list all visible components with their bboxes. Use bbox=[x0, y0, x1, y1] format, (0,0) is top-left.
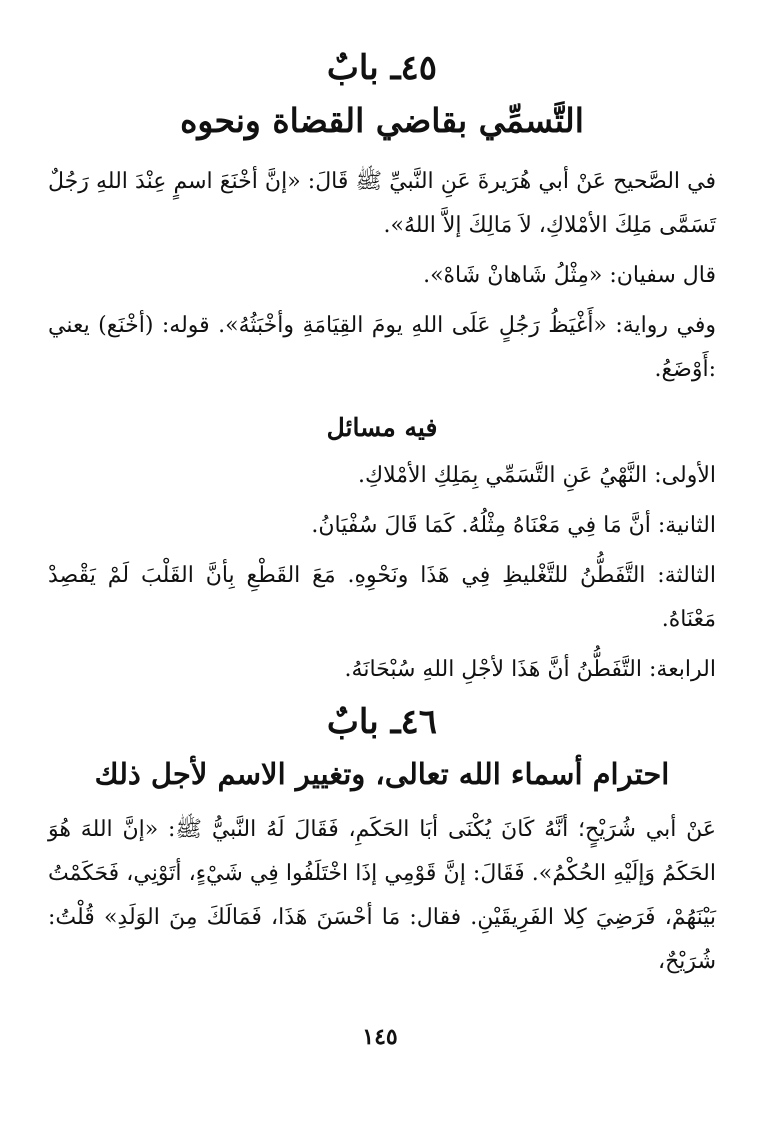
hadith-text: عَنْ أبي شُرَيْحٍ؛ أنَّهُ كَانَ يُكْنَى أبَا الحَكَمِ، فَقَالَ لَهُ النَّبيُّ ﷺ: «إنَّ اللهَ هُوَ الحَكَمُ وَإلَيْهِ الحُكْمُ». فَقَالَ: إنَّ قَوْمِي إذَا اخْتَلَفُوا فِي شَيْءٍ، أتَوْنِي، فَحَكَمْتُ بَيْنَهُمْ، فَرَضِيَ كِلا الفَرِيقَيْنِ. فقال: مَا أحْسَنَ هَذَا، فَمَالَكَ مِنَ الوَلَدِ» قُلْتُ: شُرَيْحٌ، bbox=[48, 817, 716, 974]
chapter-title: التَّسمِّي بقاضي القضاة ونحوه bbox=[180, 101, 584, 140]
issue-item: الثانية: أنَّ مَا فِي مَعْنَاهُ مِثْلُهُ. كَمَا قَالَ سُفْيَانُ. bbox=[311, 513, 716, 538]
book-page bbox=[0, 44, 760, 1124]
issue-item: الأولى: النَّهْيُ عَنِ التَّسَمِّي بِمَلِكِ الأمْلاكِ. bbox=[357, 463, 716, 488]
chapter-title: احترام أسماء الله تعالى، وتغيير الاسم لأجل ذلك bbox=[94, 757, 670, 791]
issues-heading: فيه مسائل bbox=[326, 413, 438, 442]
page-number: ١٤٥ bbox=[362, 1024, 398, 1050]
issue-item: الثالثة: التَّفَطُّنُ للتَّغْليظِ فِي هَذَا ونَحْوِهِ. مَعَ القَطْعِ بِأنَّ القَلْبَ لَمْ يَقْصِدْ مَعْنَاهُ. bbox=[48, 563, 716, 632]
chapter-number: ٤٥ـ بابٌ bbox=[326, 48, 438, 88]
chapter-number: ٤٦ـ بابٌ bbox=[326, 702, 438, 742]
riwaya-text: وفي رواية: «أَغْيَظُ رَجُلٍ عَلَى اللهِ يومَ القِيَامَةِ وأخْبَثُهُ». قوله: (أخْنَع) يعني :أَوْضَعُ. bbox=[48, 313, 716, 382]
sufyan-quote: قال سفيان: «مِثْلُ شَاهانْ شَاهْ». bbox=[423, 263, 716, 288]
issue-item: الرابعة: التَّفَطُّنُ أنَّ هَذَا لأجْلِ اللهِ سُبْحَانَهُ. bbox=[344, 657, 716, 682]
hadith-text: في الصَّحيح عَنْ أبي هُرَيرةَ عَنِ النَّبيِّ ﷺ قَالَ: «إنَّ أخْنَعَ اسمٍ عِنْدَ اللهِ رَجُلٌ تَسَمَّى مَلِكَ الأمْلاكِ، لاَ مَالِكَ إلاَّ اللهُ». bbox=[48, 169, 716, 238]
